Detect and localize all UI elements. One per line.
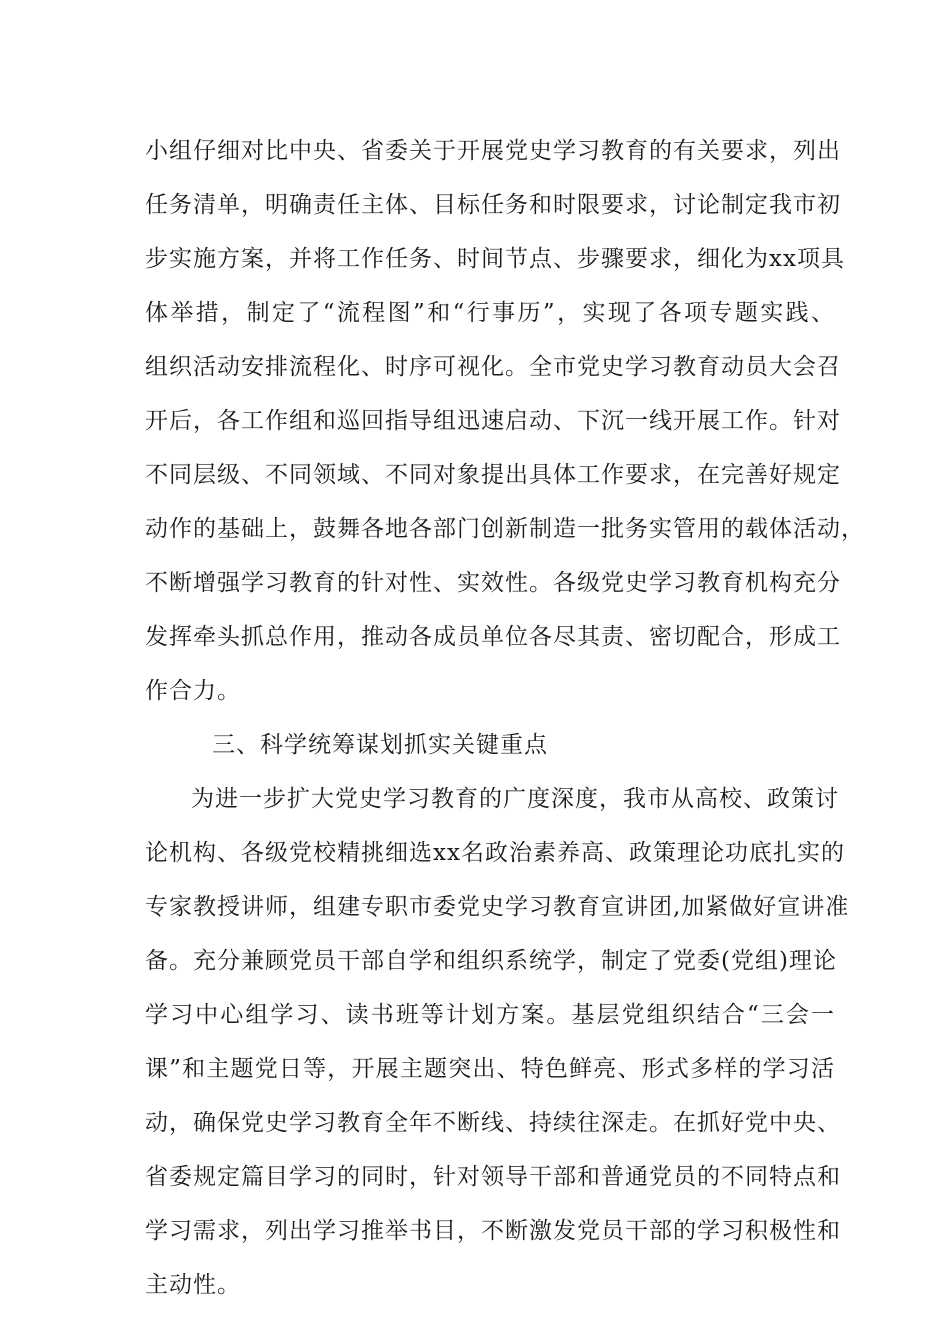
paragraph-line: 动，确保党史学习教育全年不断线、持续往深走。在抓好党中央、 [145, 1110, 841, 1136]
paragraph-line: 作合力。 [145, 678, 241, 704]
paragraph-line: 课”和主题党日等，开展主题突出、特色鲜亮、形式多样的学习活 [145, 1056, 835, 1082]
paragraph-line: 学习中心组学习、读书班等计划方案。基层党组织结合“三会一 [145, 1002, 835, 1028]
paragraph-line: 专家教授讲师，组建专职市委党史学习教育宣讲团,加紧做好宣讲准 [145, 894, 850, 920]
paragraph-2 [145, 772, 850, 1312]
paragraph-line: 小组仔细对比中央、省委关于开展党史学习教育的有关要求，列出 [145, 138, 841, 164]
paragraph-line: 主动性。 [145, 1272, 241, 1298]
paragraph-line: 为进一步扩大党史学习教育的广度深度，我市从高校、政策讨 [191, 786, 839, 812]
section-heading: 三、科学统筹谋划抓实关键重点 [212, 732, 548, 758]
paragraph-line: 省委规定篇目学习的同时，针对领导干部和普通党员的不同特点和 [145, 1164, 841, 1190]
paragraph-line: 不断增强学习教育的针对性、实效性。各级党史学习教育机构充分 [145, 570, 841, 596]
paragraph-line: 步实施方案，并将工作任务、时间节点、步骤要求，细化为xx项具 [145, 246, 845, 272]
paragraph-line: 开后，各工作组和巡回指导组迅速启动、下沉一线开展工作。针对 [145, 408, 841, 434]
paragraph-line: 动作的基础上，鼓舞各地各部门创新制造一批务实管用的载体活动， [145, 516, 865, 542]
paragraph-line: 不同层级、不同领域、不同对象提出具体工作要求，在完善好规定 [145, 462, 841, 488]
paragraph-line: 论机构、各级党校精挑细选xx名政治素养高、政策理论功底扎实的 [145, 840, 845, 866]
paragraph-line: 学习需求，列出学习推举书目，不断激发党员干部的学习积极性和 [145, 1218, 841, 1244]
paragraph-line: 备。充分兼顾党员干部自学和组织系统学，制定了党委(党组)理论 [145, 948, 837, 974]
document-body [145, 124, 865, 1312]
paragraph-line: 体举措，制定了“流程图”和“行事历”，实现了各项专题实践、 [145, 300, 835, 326]
paragraph-line: 组织活动安排流程化、时序可视化。全市党史学习教育动员大会召 [145, 354, 841, 380]
paragraph-line: 任务清单，明确责任主体、目标任务和时限要求，讨论制定我市初 [145, 192, 841, 218]
paragraph-line: 发挥牵头抓总作用，推动各成员单位各尽其责、密切配合，形成工 [145, 624, 841, 650]
paragraph-1 [145, 124, 865, 718]
